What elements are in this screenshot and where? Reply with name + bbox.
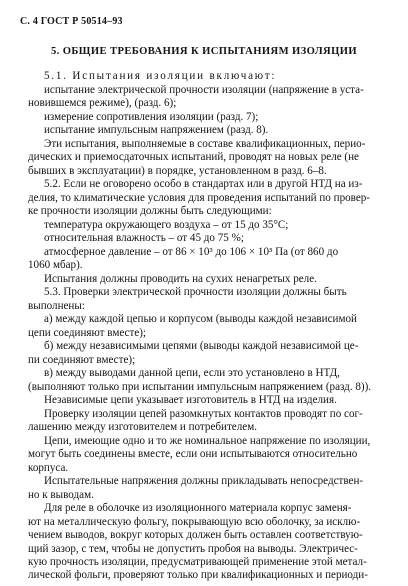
- text-line: испытание электрической прочности изоляции (напряжение в уста-: [44, 84, 364, 96]
- text-line: делия, то климатические условия для проведения испытаний по провер-: [28, 192, 370, 204]
- text-line: Независимые цепи указывает изготовитель в НТД на изделия.: [44, 394, 337, 406]
- text-line: температура окружающего воздуха – от 15 до 35°С;: [44, 219, 289, 231]
- list-item-v: в) между выводами данной цепи, если это установлено в НТД,: [44, 367, 340, 379]
- text-line: Испытания должны проводить на сухих ненагретых реле.: [44, 273, 317, 285]
- text-line: лашению между изготовителем и потребителем.: [28, 421, 257, 433]
- text-line: корпуса.: [28, 462, 69, 474]
- paragraph-5-2: 5.2. Если не оговорено особо в стандартах или в другой НТД на из-: [44, 178, 363, 190]
- paragraph-5-1-heading: 5.1. Испытания изоляции включают:: [44, 70, 277, 82]
- text-line: выполнены:: [28, 300, 85, 312]
- text-line: относительная влажность – от 45 до 75 %;: [44, 232, 244, 244]
- text-line: атмосферное давление – от 86 × 10³ до 106 × 10³ Па (от 860 до: [44, 246, 339, 258]
- text-line: Испытательные напряжения должны прикладывать непосредствен-: [44, 475, 364, 487]
- text-line: могут быть соединены вместе, если они испытываются относительно: [28, 448, 358, 460]
- text-line: лической фольги, проверяют только при квалификационных и периоди-: [28, 569, 368, 581]
- text-line: щий зазор, с тем, чтобы не допустить пробоя на выводы. Электричес-: [28, 543, 358, 555]
- text-line: (выполняют только при испытании импульсным напряжением (разд. 8)).: [28, 381, 372, 393]
- text-line: чением выводов, вокруг которых должен быть оставлен соответствую-: [28, 529, 363, 541]
- text-line: новившемся режиме), (разд. 6);: [28, 97, 177, 109]
- text-line: пи соединяют вместе);: [28, 354, 136, 366]
- list-item-a: а) между каждой цепью и корпусом (выводы каждой независимой: [44, 313, 357, 325]
- text-line: ке прочности изоляции должны быть следующими:: [28, 205, 272, 217]
- list-item-b: б) между независимыми цепями (выводы каждой независимой це-: [44, 340, 359, 352]
- text-line: ют на металлическую фольгу, покрывающую всю оболочку, за исклю-: [28, 516, 361, 528]
- text-line: Проверку изоляции цепей разомкнутых контактов проводят по сог-: [44, 408, 363, 420]
- text-line: Цепи, имеющие одно и то же номинальное напряжение по изоляции,: [44, 435, 371, 447]
- page-header: С. 4 ГОСТ Р 50514–93: [20, 16, 123, 27]
- paragraph-5-3: 5.3. Проверки электрической прочности изоляции должны быть: [44, 286, 347, 298]
- text-line: 1060 мбар).: [28, 259, 83, 271]
- text-line: измерение сопротивления изоляции (разд. 7);: [44, 111, 259, 123]
- text-line: бывших в эксплуатации) в порядке, установленном в разд. 6–8.: [28, 165, 327, 177]
- text-line: но к выводам.: [28, 489, 94, 501]
- text-line: Для реле в оболочке из изоляционного материала корпус заменя-: [44, 502, 352, 514]
- text-line: цепи соединяют вместе);: [28, 327, 147, 339]
- section-title: 5. ОБЩИЕ ТРЕБОВАНИЯ К ИСПЫТАНИЯМ ИЗОЛЯЦИИ: [50, 46, 358, 57]
- text-line: испытание импульсным напряжением (разд. 8).: [44, 124, 269, 136]
- text-line: кую прочность изоляции, предусматривающей применение этой метал-: [28, 556, 367, 568]
- text-line: дических и приемосдаточных испытаний, проводят на новых реле (не: [28, 151, 359, 163]
- text-line: Эти испытания, выполняемые в составе квалификационных, перио-: [44, 138, 366, 150]
